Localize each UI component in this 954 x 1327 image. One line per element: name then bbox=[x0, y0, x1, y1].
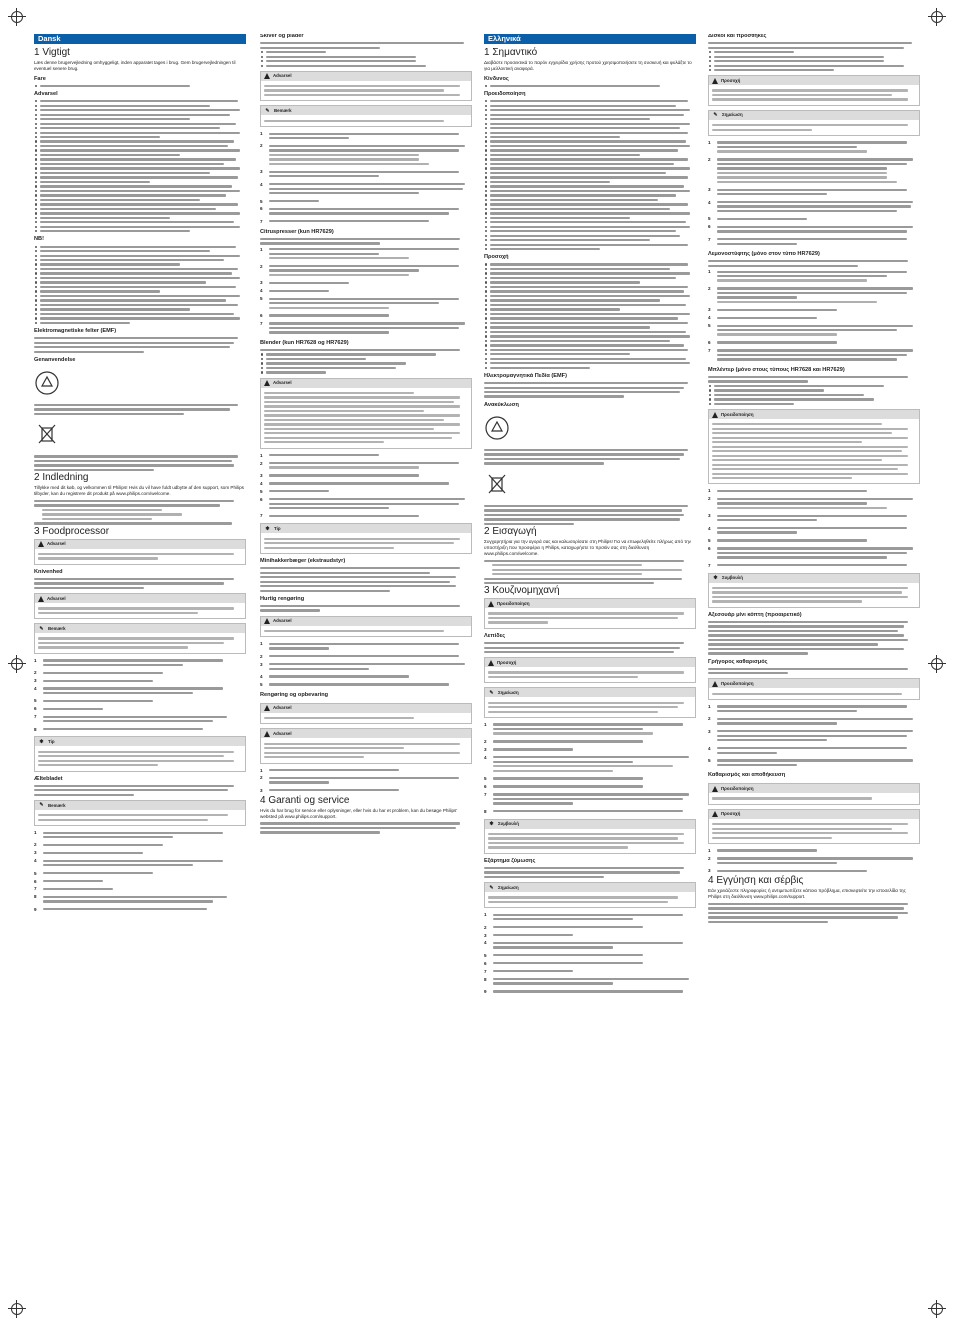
subheading-hurtig: Hurtig rengøring bbox=[260, 595, 305, 602]
steps-lemono: 1 2 3 4 5 6 7 bbox=[708, 269, 920, 363]
subheading-nb: NB! bbox=[34, 236, 44, 243]
steps-diskoi: 1 2 3 4 5 6 7 bbox=[708, 140, 920, 247]
paragraph-aksesoir bbox=[708, 621, 920, 655]
simeiosi-box-1 bbox=[484, 687, 696, 718]
warning-icon bbox=[264, 618, 270, 624]
advarsel-label: Advarsel bbox=[273, 618, 292, 624]
advarsel-box-6 bbox=[260, 703, 472, 725]
language-header-danish: Dansk bbox=[34, 34, 246, 44]
paragraph-eggyisi bbox=[708, 903, 920, 923]
steps-knivenhed: 1 2 3 4 5 6 7 8 bbox=[34, 658, 246, 733]
prosoxi-label: Προσοχή bbox=[497, 659, 517, 665]
crossed-bin-icon bbox=[484, 471, 510, 497]
heading-eisagogi: 2 Εισαγωγή bbox=[484, 526, 537, 538]
bemaerk-label: Bemærk bbox=[274, 108, 292, 113]
subheading-blender-greek: Μπλέντερ (μόνο στους τύπους HR7628 και HR7629) bbox=[708, 366, 845, 373]
advarsel-box-5 bbox=[260, 616, 472, 638]
subheading-prosoxi: Προσοχή bbox=[484, 254, 509, 261]
warning-icon bbox=[712, 811, 718, 817]
heading-foodprocessor: 3 Foodprocessor bbox=[34, 525, 110, 537]
heading-vigtigt: 1 Vigtigt bbox=[34, 46, 70, 58]
subheading-grigoros: Γρήγορος καθαρισμός bbox=[708, 658, 768, 665]
registration-mark-mid-right bbox=[928, 655, 946, 673]
paragraph-garanti bbox=[260, 822, 472, 833]
list-prosoxi bbox=[484, 263, 696, 368]
steps-skiver: 1 2 3 4 5 6 7 bbox=[260, 131, 472, 225]
recycle-icon bbox=[484, 415, 510, 441]
registration-mark-mid-left bbox=[8, 655, 26, 673]
paragraph-minihak bbox=[260, 567, 472, 592]
tip-box-2 bbox=[260, 523, 472, 554]
warning-icon bbox=[264, 73, 270, 79]
prosoxi-box-2 bbox=[708, 75, 920, 106]
symvouli-label: Συμβουλή bbox=[498, 821, 519, 827]
simeiosi-label: Σημείωση bbox=[498, 884, 519, 890]
proeidopoiisi-label: Προειδοποίηση bbox=[721, 785, 754, 791]
steps-rengoring: 1 2 3 bbox=[260, 768, 472, 794]
steps-katharismos: 1 2 3 bbox=[708, 848, 920, 874]
paragraph-eisagogi bbox=[484, 560, 696, 585]
steps-citrus: 1 2 3 4 5 6 7 bbox=[260, 247, 472, 336]
subheading-advarsel: Advarsel bbox=[34, 91, 58, 98]
list-nb bbox=[34, 246, 246, 325]
proeidopoiisi-label: Προειδοποίηση bbox=[721, 680, 754, 686]
simeiosi-box-2 bbox=[484, 882, 696, 908]
simeiosi-label: Σημείωση bbox=[722, 112, 743, 118]
paragraph-genanv-1 bbox=[34, 404, 246, 415]
registration-mark-top-left bbox=[8, 8, 26, 26]
warning-icon bbox=[264, 705, 270, 711]
subheading-blender: Blender (kun HR7628 og HR7629) bbox=[260, 339, 349, 346]
advarsel-label: Advarsel bbox=[273, 705, 292, 711]
prosoxi-box-3 bbox=[708, 809, 920, 844]
heading-eggyisi: 4 Εγγύηση και σέρβις bbox=[708, 875, 804, 887]
recycle-icon bbox=[34, 370, 60, 396]
eisagogi-text: Συγχαρητήρια για την αγορά σας και καλωσορίσατε στη Philips! Για να επωφεληθείτε πλήρως από την υποστήριξη που προσφέρει η Philips, καταχωρήστε το προϊόν σας στη διεύθυνση www.philips.com/welcome. bbox=[484, 538, 691, 556]
paragraph-lemono bbox=[708, 260, 920, 267]
warning-icon bbox=[264, 380, 270, 386]
list-advarsel bbox=[34, 100, 246, 232]
tip-label: Tip bbox=[274, 525, 281, 531]
subheading-genanvendelse: Genanvendelse bbox=[34, 356, 76, 363]
heading-garanti: 4 Garanti og service bbox=[260, 794, 350, 806]
paragraph-hurtig bbox=[260, 605, 472, 612]
prosoxi-box-1 bbox=[484, 657, 696, 683]
advarsel-box-3 bbox=[260, 71, 472, 102]
note-icon: ✎ bbox=[489, 884, 494, 891]
proeidopoiisi-box-4 bbox=[708, 783, 920, 805]
subheading-emf-greek: Ηλεκτρομαγνητικά Πεδία (EMF) bbox=[484, 372, 567, 379]
advarsel-label: Advarsel bbox=[273, 380, 292, 386]
note-icon: ✎ bbox=[39, 802, 44, 809]
lightbulb-icon: ✱ bbox=[39, 738, 44, 745]
symvouli-label: Συμβουλή bbox=[722, 575, 743, 581]
paragraph-citrus bbox=[260, 238, 472, 245]
steps-blender: 1 2 3 4 5 6 7 bbox=[260, 453, 472, 520]
advarsel-box-2 bbox=[34, 593, 246, 619]
lightbulb-icon: ✱ bbox=[713, 575, 718, 582]
subheading-skiver: Skiver og plader bbox=[260, 34, 304, 39]
warning-icon bbox=[38, 596, 44, 602]
paragraph-zymosi bbox=[484, 867, 696, 878]
paragraph-lepides bbox=[484, 642, 696, 653]
bemaerk-box-2 bbox=[34, 800, 246, 826]
list-fare bbox=[34, 85, 246, 87]
subheading-proeidopoiisi: Προειδοποίηση bbox=[484, 91, 526, 98]
paragraph-indledning bbox=[34, 500, 246, 525]
paragraph-emf bbox=[34, 337, 246, 353]
warning-icon bbox=[712, 786, 718, 792]
eggyisi-text: Εάν χρειάζεστε πληροφορίες ή αντιμετωπίζετε κάποιο πρόβλημα, επισκεφτείτε την ιστοσελίδα της Philips στη διεύθυνση www.philips.com/support. bbox=[708, 888, 906, 900]
steps-aeltebl: 1 2 3 4 5 6 7 8 9 bbox=[34, 830, 246, 913]
prosoxi-label: Προσοχή bbox=[721, 77, 741, 83]
indledning-text: Tillykke med dit køb, og velkommen til Philips! Hvis du vil have fuldt udbytte af den support, som Philips tilbyder, kan du registrere dit produkt på www.philips.com/welcome. bbox=[34, 485, 244, 497]
list-kindynos bbox=[484, 85, 696, 87]
warning-icon bbox=[712, 78, 718, 84]
subheading-minihak: Minihakkerbæger (ekstraudstyr) bbox=[260, 558, 346, 565]
subheading-rengoring: Rengøring og opbevaring bbox=[260, 691, 329, 698]
tip-box-1 bbox=[34, 736, 246, 771]
subheading-lemonostyftis: Λεμονοστύφτης (μόνο στον τύπο HR7629) bbox=[708, 251, 820, 258]
column-greek-2 bbox=[708, 34, 920, 1304]
intro-text: Læs denne brugervejledning omhyggeligt, inden apparatet tages i brug. Gem brugervejledningen til eventuel senere brug. bbox=[34, 59, 236, 71]
subheading-lepides: Λεπίδες bbox=[484, 632, 506, 639]
advarsel-label: Advarsel bbox=[47, 541, 66, 547]
steps-blender-greek: 1 2 3 4 5 6 7 bbox=[708, 488, 920, 568]
steps-lepides: 1 2 3 4 5 6 7 8 bbox=[484, 722, 696, 815]
note-icon: ✎ bbox=[39, 625, 44, 632]
symvouli-box-1 bbox=[484, 819, 696, 854]
greek-intro-text: Διαβάστε προσεκτικά το παρόν εγχειρίδιο χρήσης προτού χρησιμοποιήσετε τη συσκευή και φυλάξτε το για μελλοντική αναφορά. bbox=[484, 59, 692, 71]
prosoxi-label: Προσοχή bbox=[721, 811, 741, 817]
advarsel-box-1 bbox=[34, 539, 246, 565]
registration-mark-bottom-right bbox=[928, 1300, 946, 1318]
paragraph-genanv-2 bbox=[34, 455, 246, 471]
note-icon: ✎ bbox=[713, 112, 718, 119]
warning-icon bbox=[38, 541, 44, 547]
heading-simantiko: 1 Σημαντικό bbox=[484, 46, 538, 58]
subheading-citrus: Citruspresser (kun HR7629) bbox=[260, 228, 334, 235]
subheading-emf: Elektromagnetiske felter (EMF) bbox=[34, 328, 117, 335]
list-diskoi bbox=[708, 51, 920, 71]
list-skiver bbox=[260, 51, 472, 67]
proeidopoiisi-box-2 bbox=[708, 409, 920, 484]
paragraph-aeltebl bbox=[34, 785, 246, 796]
subheading-aeltebl: Æltebladet bbox=[34, 775, 63, 782]
heading-kouzinomixani: 3 Κουζινομηχανή bbox=[484, 585, 560, 597]
simeiosi-label: Σημείωση bbox=[498, 689, 519, 695]
language-header-greek: Ελληνικά bbox=[484, 34, 696, 44]
warning-icon bbox=[488, 660, 494, 666]
proeidopoiisi-box-1 bbox=[484, 598, 696, 629]
proeidopoiisi-box-3 bbox=[708, 678, 920, 700]
steps-zymosi: 1 2 3 4 5 6 7 8 9 bbox=[484, 912, 696, 995]
bemaerk-label: Bemærk bbox=[48, 802, 66, 808]
warning-icon bbox=[712, 412, 718, 418]
bemaerk-box-1 bbox=[34, 623, 246, 654]
subheading-diskoi: Δίσκοι και προσθήκες bbox=[708, 34, 767, 39]
list-blender bbox=[260, 353, 472, 373]
paragraph-knivenhed bbox=[34, 578, 246, 589]
paragraph-blender-greek bbox=[708, 376, 920, 383]
subheading-anakyklosi: Ανακύκλωση bbox=[484, 401, 519, 408]
list-blender-greek bbox=[708, 385, 920, 405]
column-danish-2 bbox=[260, 34, 472, 1304]
subheading-aksesoir: Αξεσουάρ μίνι κόπτη (προαιρετικό) bbox=[708, 611, 802, 618]
paragraph-blender bbox=[260, 349, 472, 351]
advarsel-box-4 bbox=[260, 378, 472, 449]
note-icon: ✎ bbox=[489, 689, 494, 696]
registration-mark-bottom-left bbox=[8, 1300, 26, 1318]
column-greek-1 bbox=[484, 34, 696, 1304]
bemaerk-box-3 bbox=[260, 105, 472, 127]
proeidopoiisi-label: Προειδοποίηση bbox=[497, 600, 530, 606]
note-icon: ✎ bbox=[265, 107, 270, 114]
paragraph-anakykl-2 bbox=[484, 505, 696, 525]
paragraph-anakykl-1 bbox=[484, 449, 696, 465]
proeidopoiisi-label: Προειδοποίηση bbox=[721, 411, 754, 417]
warning-icon bbox=[488, 601, 494, 607]
advarsel-box-7 bbox=[260, 728, 472, 763]
paragraph-diskoi bbox=[708, 42, 920, 49]
advarsel-label: Advarsel bbox=[273, 730, 292, 736]
paragraph-skiver bbox=[260, 42, 472, 49]
paragraph-emf-greek bbox=[484, 382, 696, 398]
steps-grigoros: 1 2 3 4 5 bbox=[708, 704, 920, 768]
lightbulb-icon: ✱ bbox=[265, 525, 270, 532]
bemaerk-label: Bemærk bbox=[48, 625, 66, 631]
subheading-fare: Fare bbox=[34, 75, 46, 82]
registration-mark-top-right bbox=[928, 8, 946, 26]
heading-indledning: 2 Indledning bbox=[34, 472, 89, 484]
symvouli-box-2 bbox=[708, 573, 920, 608]
advarsel-label: Advarsel bbox=[273, 73, 292, 79]
crossed-bin-icon bbox=[34, 421, 60, 447]
warning-icon bbox=[264, 731, 270, 737]
paragraph-grigoros bbox=[708, 668, 920, 675]
list-proeidopoiisi bbox=[484, 100, 696, 250]
subheading-kindynos: Κίνδυνος bbox=[484, 75, 509, 82]
simeiosi-box-3 bbox=[708, 110, 920, 136]
steps-hurtig: 1 2 3 4 5 bbox=[260, 641, 472, 687]
column-danish-1 bbox=[34, 34, 246, 1304]
garanti-text: Hvis du har brug for service eller oplysninger, eller hvis du har et problem, kan du besøge Philips' websted på www.philips.com/support. bbox=[260, 807, 458, 819]
subheading-zymosi: Εξάρτημα ζύμωσης bbox=[484, 857, 536, 864]
lightbulb-icon: ✱ bbox=[489, 821, 494, 828]
tip-label: Tip bbox=[48, 739, 55, 745]
advarsel-label: Advarsel bbox=[47, 595, 66, 601]
subheading-katharismos: Καθαρισμός και αποθήκευση bbox=[708, 772, 786, 779]
subheading-knivenhed: Knivenhed bbox=[34, 568, 63, 575]
warning-icon bbox=[712, 681, 718, 687]
